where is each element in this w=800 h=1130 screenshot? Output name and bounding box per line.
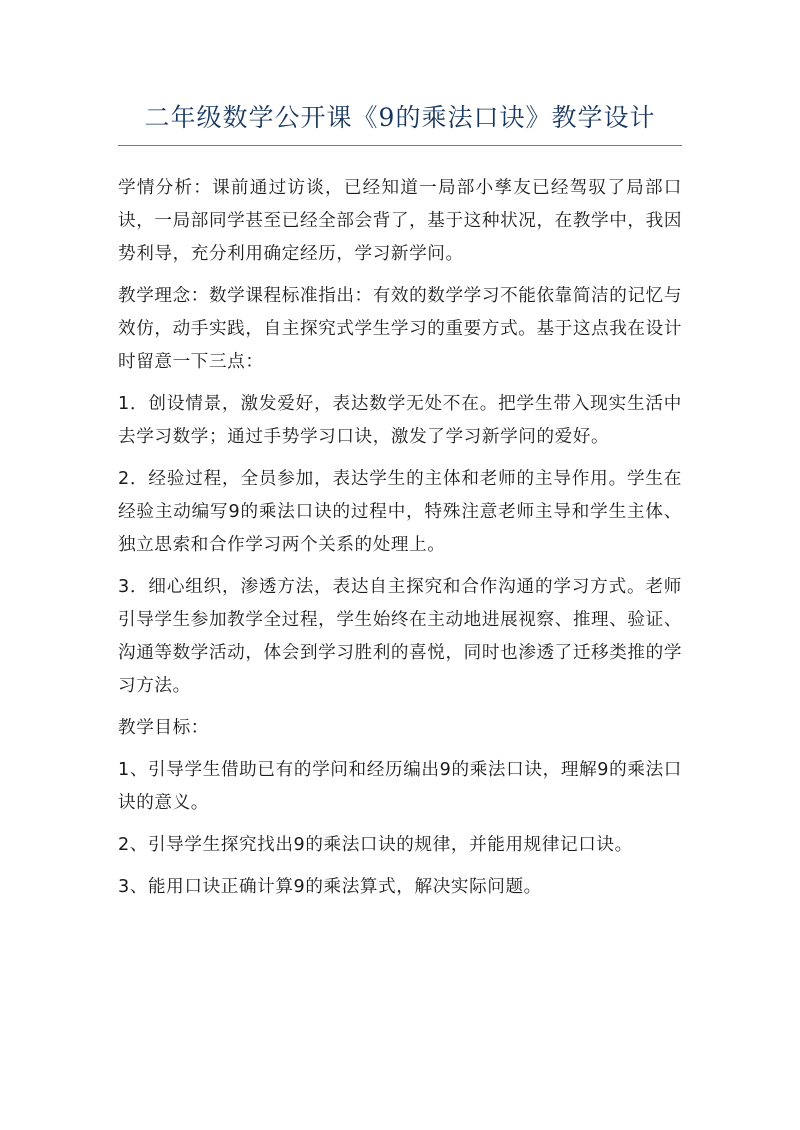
title-underline — [118, 145, 682, 146]
paragraph-point-3: 3．细心组织，渗透方法，表达自主探究和合作沟通的学习方式。老师引导学生参加教学全过程，学生始终在主动地进展视察、推理、验证、沟通等数学活动，体会到学习胜利的喜悦，同时也渗透了迁移类推的学习方法。 — [118, 577, 683, 696]
paragraph-goal-3: 3、能用口诀正确计算9的乘法算式，解决实际问题。 — [118, 877, 542, 897]
paragraph-point-1: 1．创设情景，激发爱好，表达数学无处不在。把学生带入现实生活中去学习数学；通过手势学习口诀，激发了学习新学问的爱好。 — [118, 394, 682, 447]
paragraph-teaching-philosophy: 教学理念：数学课程标准指出：有效的数学学习不能依靠简洁的记忆与效仿，动手实践，自主探究式学生学习的重要方式。基于这点我在设计时留意一下三点： — [118, 286, 683, 372]
paragraph-learning-analysis: 学情分析：课前通过访谈，已经知道一局部小孳友已经驾驭了局部口诀，一局部同学甚至已经全部会背了，基于这种状况，在教学中，我因势利导，充分利用确定经历，学习新学问。 — [118, 178, 683, 264]
document-body — [118, 172, 682, 904]
document-title: 二年级数学公开课《9的乘法口诀》教学设计 — [144, 103, 656, 132]
heading-teaching-goals: 教学目标： — [118, 718, 209, 738]
paragraph-goal-2: 2、引导学生探究找出9的乘法口诀的规律，并能用规律记口诀。 — [118, 835, 633, 855]
paragraph-point-2: 2．经验过程，全员参加，表达学生的主体和老师的主导作用。学生在经验主动编写9的乘法口诀的过程中，特殊注意老师主导和学生主体、独立思索和合作学习两个关系的处理上。 — [118, 469, 682, 555]
paragraph-goal-1: 1、引导学生借助已有的学问和经历编出9的乘法口诀，理解9的乘法口诀的意义。 — [118, 760, 682, 813]
